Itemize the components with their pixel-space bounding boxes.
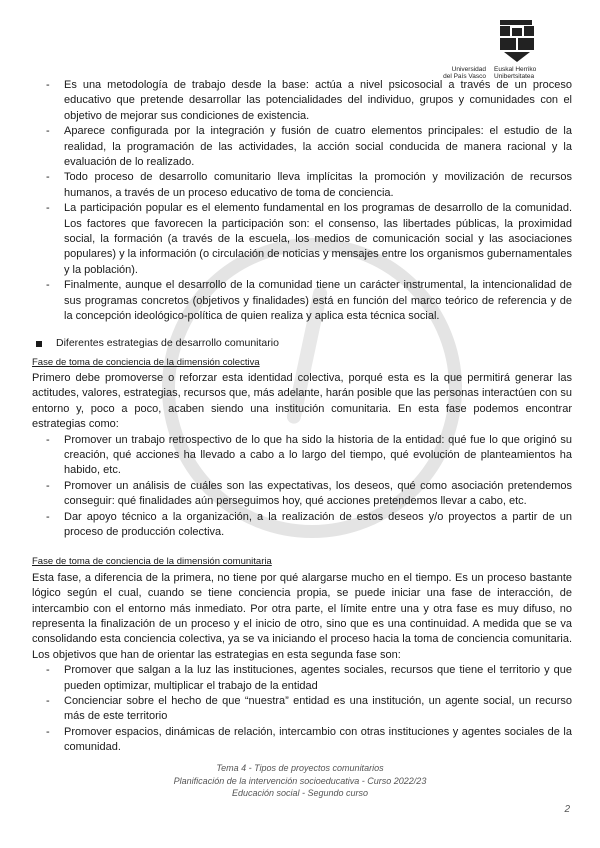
list-item: - Es una metodología de trabajo desde la base: actúa a nivel psicosocial a través de un proceso educativo que pretende desarrollar las potencialidades del individuo, grupos y comunidades con el objetivo de mejorar sus condiciones de existencia. <box>32 78 572 124</box>
logo-text-line: del País Vasco <box>443 73 486 80</box>
phase1-title: Fase de toma de conciencia de la dimensión colectiva <box>32 356 260 368</box>
crest-crown-icon <box>500 20 532 25</box>
page-number: 2 <box>564 804 570 815</box>
intro-bullet-list <box>32 78 572 325</box>
phase1-bullet-list <box>32 433 572 541</box>
footer-line-topic: Tema 4 - Tipos de proyectos comunitarios <box>216 763 384 773</box>
section-title: Diferentes estrategias de desarrollo comunitario <box>56 336 279 349</box>
phase2-title: Fase de toma de conciencia de la dimensión comunitaria <box>32 556 272 568</box>
logo-text-line: Universidad <box>451 66 486 73</box>
square-bullet-icon <box>36 341 42 347</box>
list-item: - Promover espacios, dinámicas de relación, intercambio con otras instituciones y agentes sociales de la comunidad. <box>32 725 572 756</box>
phase2-bullet-list <box>32 663 572 755</box>
footer-line-degree: Educación social - Segundo curso <box>231 788 369 798</box>
list-item: - Concienciar sobre el hecho de que “nuestra” entidad es una institución, un agente social, un recurso más de este territorio <box>32 694 572 725</box>
list-item: - La participación popular es el elemento fundamental en los programas de desarrollo de la comunidad. Los factores que favorecen la participación son: el consenso, las libertades públicas, la proximidad social, la formación (a través de la escuela, los medios de comunicación social y las asociaciones populares) y la información (o circulación de noticias y mensajes entre los organismos gubernamentales y la población). <box>32 201 572 278</box>
section-heading <box>32 335 572 353</box>
logo-text-line: Euskal Herriko <box>494 66 537 73</box>
list-item: - Finalmente, aunque el desarrollo de la comunidad tiene un carácter instrumental, la intencionalidad de sus programas concretos (objetivos y finalidades) está en función del marco teórico de referencia y de la concepción ideológico-política de quien realiza y aplica esta técnica social. <box>32 278 572 324</box>
main-content <box>32 78 572 756</box>
list-item: - Promover que salgan a la luz las instituciones, agentes sociales, recursos que tiene el territorio y que pueden optimizar, multiplicar el trabajo de la entidad <box>32 663 572 694</box>
phase1-intro: Primero debe promoverse o reforzar esta identidad colectiva, porqué esta es la que permitirá generar las actitudes, valores, estrategias, recursos que, más adelante, harán posible que las personas interactúen con su entorno y, poco a poco, acaben siendo una institución comunitaria. En esta fase podemos encontrar estrategias como: <box>32 371 572 431</box>
university-shield-icon <box>500 26 534 62</box>
footer-line-course: Planificación de la intervención socioeducativa - Curso 2022/23 <box>173 775 427 786</box>
logo-text-line: Unibertsitatea <box>494 73 535 80</box>
page-footer <box>0 762 600 800</box>
list-item: - Promover un trabajo retrospectivo de lo que ha sido la historia de la entidad: qué fue lo que originó su creación, qué acciones ha llevado a cabo a lo largo del tiempo, qué evolución de planteamientos ha habido, etc. <box>32 433 572 479</box>
list-item: - Promover un análisis de cuáles son las expectativas, los deseos, qué como asociación pretendemos conseguir: qué finalidades aún perseguimos hoy, qué acciones pretendemos llevar a cabo, etc. <box>32 479 572 510</box>
list-item: - Aparece configurada por la integración y fusión de cuatro elementos principales: el estudio de la realidad, la programación de las actividades, la acción social conducida de manera racional y la evaluación de lo realizado. <box>32 124 572 170</box>
university-logo <box>422 16 562 80</box>
list-item: - Dar apoyo técnico a la organización, a la realización de estos deseos y/o proyectos a partir de un proceso de producción colectiva. <box>32 510 572 541</box>
phase2-intro: Esta fase, a diferencia de la primera, no tiene por qué alargarse mucho en el tiempo. Es un proceso bastante lógico según el cual, cuando se tiene conciencia propia, se puede iniciar una fase de interacción, de intercambio con el entorno más inmediato. Por otra parte, el límite entre una y otra fase es muy difuso, no representa la finalización de un proceso y el inicio de otro, sino que es una continuidad. A medida que se va consolidando esta conciencia colectiva, ya se va iniciando el proceso hacia la toma de conciencia comunitaria. Los objetivos que han de orientar las estrategias en esta segunda fase son: <box>32 571 572 661</box>
list-item: - Todo proceso de desarrollo comunitario lleva implícitas la promoción y movilización de recursos humanos, a través de un proceso educativo de toma de conciencia. <box>32 170 572 201</box>
